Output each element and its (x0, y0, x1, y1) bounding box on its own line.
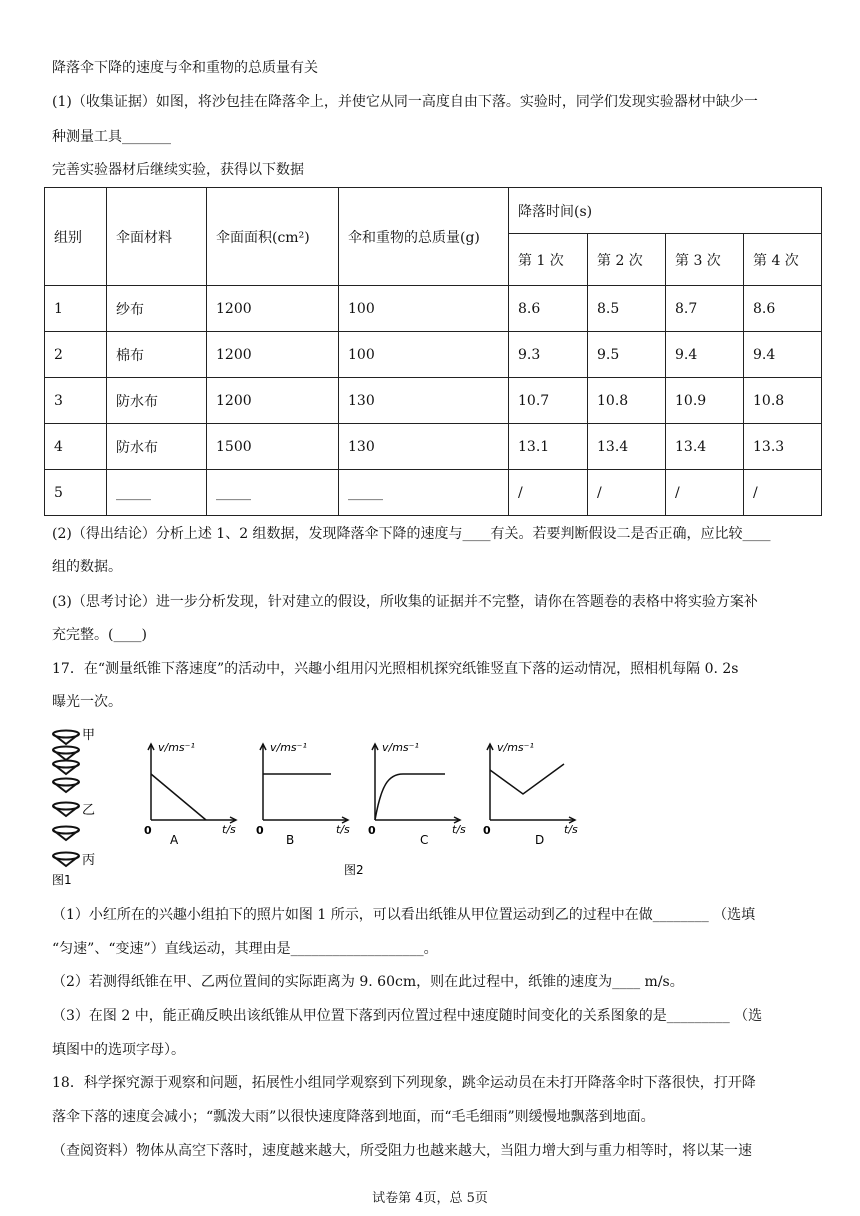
cell: 1200 (207, 378, 339, 424)
table-row (45, 378, 822, 424)
text-line-1: 降落伞下降的速度与伞和重物的总质量有关 (52, 60, 318, 76)
text-line-10: 曝光一次。 (52, 694, 122, 710)
text-line-7: (3)（思考讨论）进一步分析发现，针对建立的假设，所收集的证据并不完整，请你在答题卷的表格中将实验方案补 (52, 594, 758, 610)
text-line-18: （查阅资料）物体从高空下落时，速度越来越大，所受阻力也越来越大，当阻力增大到与重力相等时，将以某一速 (52, 1143, 752, 1159)
cell: 8.5 (588, 286, 666, 332)
header-trial-2: 第 2 次 (588, 234, 666, 286)
cone-icon (53, 747, 79, 761)
text-line-5: (2)（得出结论）分析上述 1、2 组数据，发现降落伞下降的速度与____有关。若要判断假设二是否正确，应比较____ (52, 526, 771, 542)
graph-c-origin: 0 (368, 824, 376, 837)
cell: _____ (207, 470, 339, 516)
text-line-2: (1)（收集证据）如图，将沙包挂在降落伞上，并使它从同一高度自由下落。实验时，同学们发现实验器材中缺少一 (52, 94, 758, 110)
graph-c (372, 744, 460, 823)
graph-d-y-axis: v/ms⁻¹ (497, 741, 534, 754)
cell: 100 (339, 332, 509, 378)
question-18: 18．科学探究源于观察和问题，拓展性小组同学观察到下列现象，跳伞运动员在未打开降落伞时下落很快，打开降 (52, 1075, 756, 1091)
cell: 10.8 (744, 378, 822, 424)
cell: 1200 (207, 332, 339, 378)
cell: 防水布 (107, 424, 207, 470)
graph-a-origin: 0 (144, 824, 152, 837)
table-row (45, 424, 822, 470)
graph-b-origin: 0 (256, 824, 264, 837)
table-row (45, 286, 822, 332)
cell: / (509, 470, 588, 516)
text-line-6: 组的数据。 (52, 559, 122, 575)
graph-d-label: D (535, 833, 545, 847)
data-table (44, 187, 822, 516)
cell: 纱布 (107, 286, 207, 332)
cell: 3 (45, 378, 107, 424)
header-trial-4: 第 4 次 (744, 234, 822, 286)
cell: / (744, 470, 822, 516)
cone-icon (53, 803, 79, 817)
label-yi: 乙 (82, 803, 96, 818)
label-bing: 丙 (82, 853, 96, 868)
graph-a-line (151, 774, 206, 820)
cell: 130 (339, 424, 509, 470)
graph-a-y-axis: v/ms⁻¹ (158, 741, 195, 754)
text-line-11: （1）小红所在的兴趣小组拍下的照片如图 1 所示，可以看出纸锥从甲位置运动到乙的过程中在做________ （选填 (52, 907, 756, 923)
cell: / (588, 470, 666, 516)
text-line-4: 完善实验器材后继续实验，获得以下数据 (52, 162, 304, 178)
header-area: 伞面面积(cm²) (207, 188, 339, 286)
cell: 5 (45, 470, 107, 516)
graph-c-x-axis: t/s (452, 823, 466, 836)
label-jia: 甲 (82, 728, 96, 743)
cell: 2 (45, 332, 107, 378)
graph-c-label: C (420, 833, 429, 847)
cell: 10.8 (588, 378, 666, 424)
cell: 8.6 (509, 286, 588, 332)
cell: 13.1 (509, 424, 588, 470)
cell: 10.7 (509, 378, 588, 424)
cone-icon (53, 827, 79, 841)
header-time: 降落时间(s) (509, 188, 822, 234)
header-material: 伞面材料 (107, 188, 207, 286)
text-line-15: 填图中的选项字母）。 (52, 1042, 185, 1058)
cell: 9.4 (666, 332, 744, 378)
graph-c-curve (375, 774, 445, 820)
graph-d-x-axis: t/s (564, 823, 578, 836)
cell: 9.4 (744, 332, 822, 378)
cell: 1500 (207, 424, 339, 470)
cell: 13.4 (588, 424, 666, 470)
cell: 130 (339, 378, 509, 424)
graph-b-y-axis: v/ms⁻¹ (270, 741, 307, 754)
graph-b (260, 744, 348, 823)
graph-a-x-axis: t/s (222, 823, 236, 836)
graph-b-x-axis: t/s (336, 823, 350, 836)
text-line-12: “匀速”、“变速”）直线运动，其理由是___________________。 (52, 941, 438, 957)
cell: _____ (107, 470, 207, 516)
graph-d-origin: 0 (483, 824, 491, 837)
cell: 100 (339, 286, 509, 332)
graph-a-label: A (170, 833, 179, 847)
graph-d-line (490, 764, 564, 794)
cell: 10.9 (666, 378, 744, 424)
graph-a (148, 744, 236, 823)
page-footer: 试卷第 4页，总 5页 (372, 1191, 488, 1206)
cone-icon (53, 853, 79, 867)
figure-2-label: 图2 (344, 863, 364, 877)
cell: 1200 (207, 286, 339, 332)
text-line-3: 种测量工具_______ (52, 129, 171, 145)
cell: 8.6 (744, 286, 822, 332)
cone-icon (53, 779, 79, 793)
figure-1-and-2 (48, 726, 608, 896)
cell: 13.3 (744, 424, 822, 470)
text-line-13: （2）若测得纸锥在甲、乙两位置间的实际距离为 9. 60cm，则在此过程中，纸锥的速度为____ m/s。 (52, 974, 684, 990)
cell: / (666, 470, 744, 516)
header-trial-1: 第 1 次 (509, 234, 588, 286)
table-row (45, 470, 822, 516)
graph-c-y-axis: v/ms⁻¹ (382, 741, 419, 754)
question-17: 17．在“测量纸锥下落速度”的活动中，兴趣小组用闪光照相机探究纸锥竖直下落的运动情况，照相机每隔 0. 2s (52, 661, 739, 677)
cell: 8.7 (666, 286, 744, 332)
cell: 4 (45, 424, 107, 470)
figure-1-label: 图1 (52, 873, 72, 887)
header-group: 组别 (45, 188, 107, 286)
cell: 9.3 (509, 332, 588, 378)
header-mass: 伞和重物的总质量(g) (339, 188, 509, 286)
text-line-8: 充完整。(____) (52, 627, 147, 643)
cell: 13.4 (666, 424, 744, 470)
cell: 防水布 (107, 378, 207, 424)
cone-icon (53, 731, 79, 745)
graph-b-label: B (286, 833, 295, 847)
table-row (45, 332, 822, 378)
cell: 1 (45, 286, 107, 332)
paper-cone-icons (53, 731, 79, 867)
cell: 棉布 (107, 332, 207, 378)
cone-icon (53, 761, 79, 775)
header-trial-3: 第 3 次 (666, 234, 744, 286)
cell: _____ (339, 470, 509, 516)
text-line-17: 落伞下落的速度会减小；“瓢泼大雨”以很快速度降落到地面，而“毛毛细雨”则缓慢地飘落到地面。 (52, 1109, 655, 1125)
text-line-14: （3）在图 2 中，能正确反映出该纸锥从甲位置下落到丙位置过程中速度随时间变化的关系图象的是_________ （选 (52, 1008, 763, 1024)
graph-d (487, 744, 575, 823)
cell: 9.5 (588, 332, 666, 378)
